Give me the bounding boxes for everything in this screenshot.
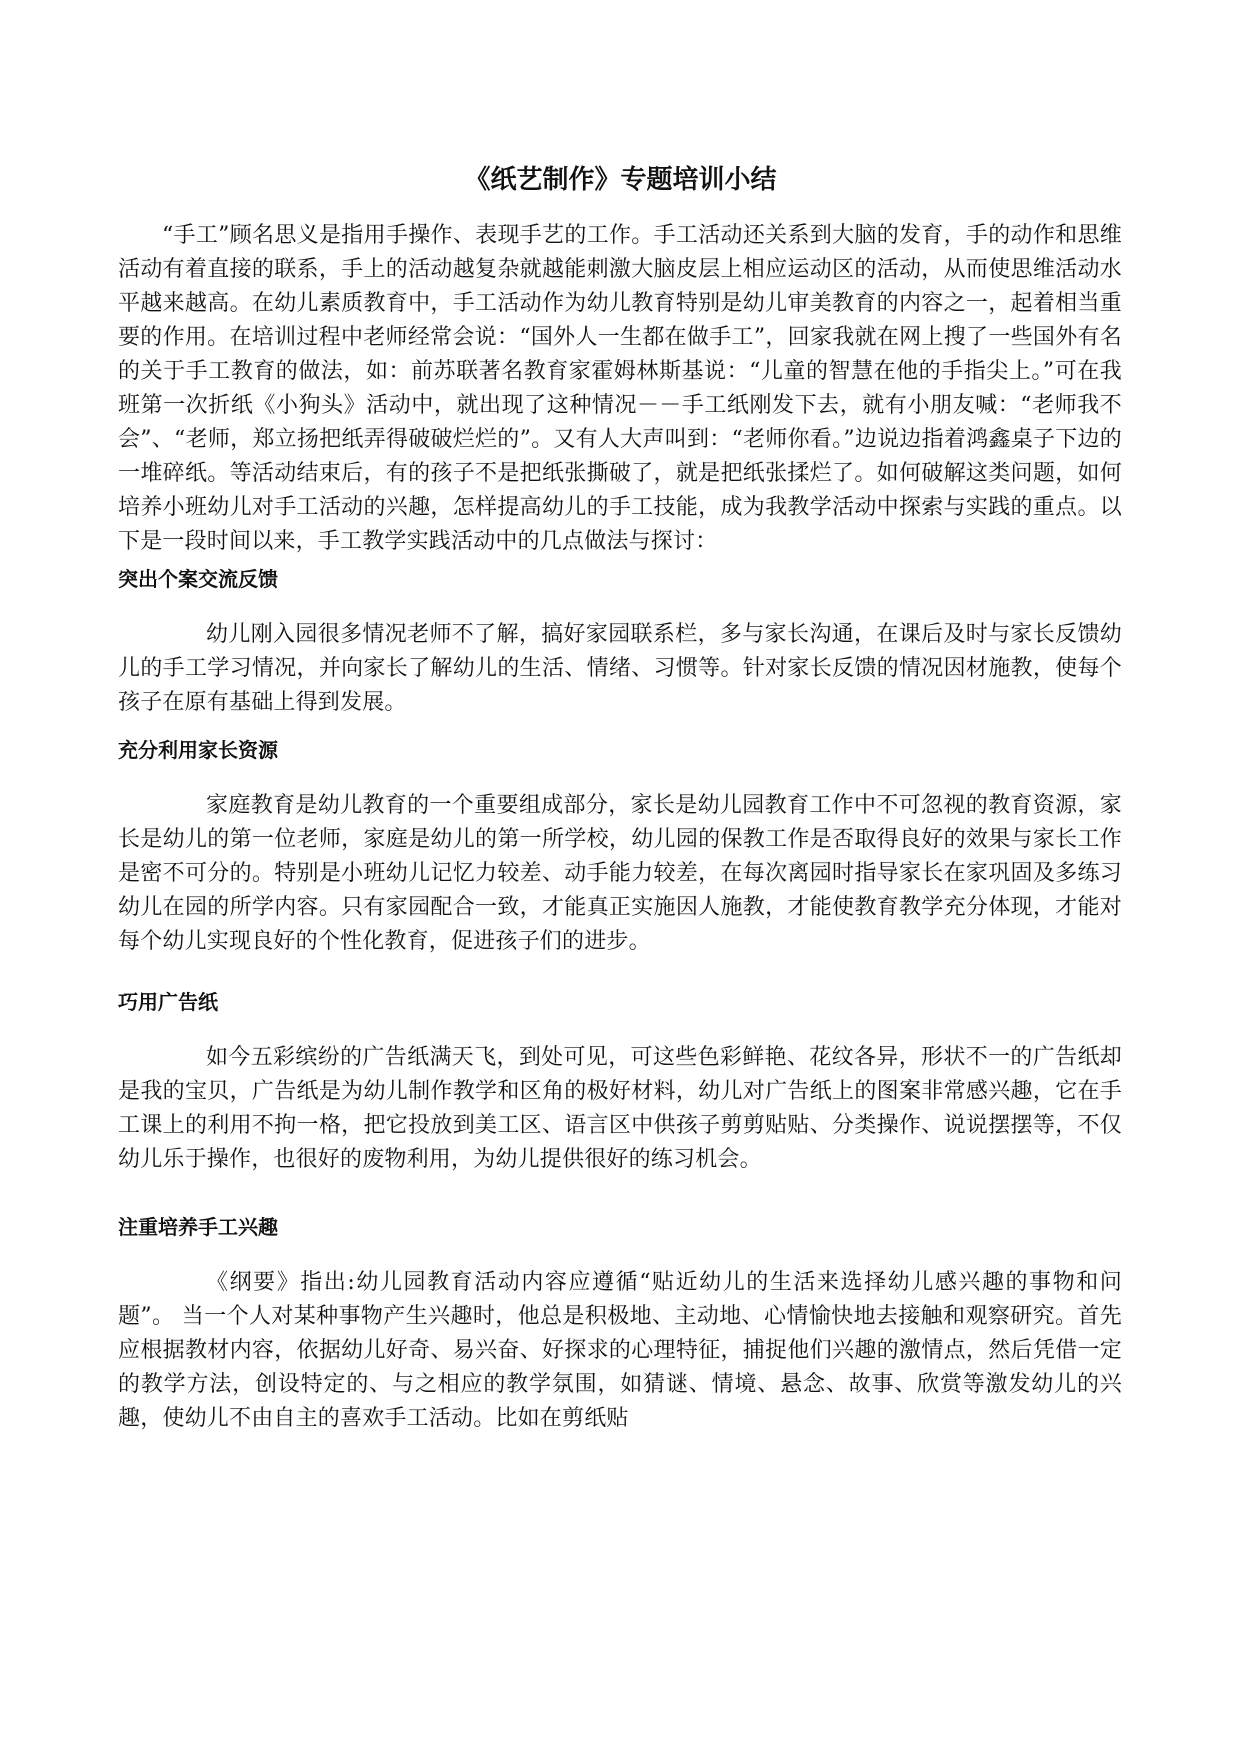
section-body-block-2: [118, 789, 1122, 959]
section-heading-2: 充分利用家长资源: [118, 738, 278, 762]
section-paragraph-1: 幼儿刚入园很多情况老师不了解，搞好家园联系栏，多与家长沟通，在课后及时与家长反馈幼儿的手工学习情况，并向家长了解幼儿的生活、情绪、习惯等。针对家长反馈的情况因材施教，使每个孩子在原有基础上得到发展。: [118, 622, 1122, 715]
intro-paragraph: “手工”顾名思义是指用手操作、表现手艺的工作。手工活动还关系到大脑的发育，手的动作和思维活动有着直接的联系，手上的活动越复杂就越能刺激大脑皮层上相应运动区的活动，从而使思维活动水平越来越高。在幼儿素质教育中，手工活动作为幼儿教育特别是幼儿审美教育的内容之一，起着相当重要的作用。在培训过程中老师经常会说：“国外人一生都在做手工”，回家我就在网上搜了一些国外有名的关于手工教育的做法，如：前苏联著名教育家霍姆林斯基说：“儿童的智慧在他的手指尖上。”可在我班第一次折纸《小狗头》活动中，就出现了这种情况－－手工纸刚发下去，就有小朋友喊：“老师我不会”、“老师，郑立扬把纸弄得破破烂烂的”。又有人大声叫到：“老师你看。”边说边指着鸿鑫桌子下边的一堆碎纸。等活动结束后，有的孩子不是把纸张撕破了，就是把纸张揉烂了。如何破解这类问题，如何培养小班幼儿对手工活动的兴趣，怎样提高幼儿的手工技能，成为我教学活动中探索与实践的重点。以下是一段时间以来，手工教学实践活动中的几点做法与探讨：: [118, 223, 1122, 554]
section-body-block-3: [118, 1041, 1122, 1177]
intro-paragraph-block: [118, 219, 1122, 559]
section-paragraph-3: 如今五彩缤纷的广告纸满天飞，到处可见，可这些色彩鲜艳、花纹各异，形状不一的广告纸却是我的宝贝，广告纸是为幼儿制作教学和区角的极好材料，幼儿对广告纸上的图案非常感兴趣，它在手工课上的利用不拘一格，把它投放到美工区、语言区中供孩子剪剪贴贴、分类操作、说说摆摆等，不仅幼儿乐于操作，也很好的废物利用，为幼儿提供很好的练习机会。: [118, 1045, 1122, 1172]
section-heading-1: 突出个案交流反馈: [118, 567, 278, 591]
section-body-block-4: [118, 1266, 1122, 1436]
section-body-block-1: [118, 618, 1122, 720]
section-heading-4: 注重培养手工兴趣: [118, 1215, 278, 1239]
section-heading-3: 巧用广告纸: [118, 990, 218, 1014]
section-paragraph-4: 《纲要》指出:幼儿园教育活动内容应遵循“贴近幼儿的生活来选择幼儿感兴趣的事物和问题”。 当一个人对某种事物产生兴趣时，他总是积极地、主动地、心情愉快地去接触和观察研究。首先应根据教材内容，依据幼儿好奇、易兴奋、好探求的心理特征，捕捉他们兴趣的激情点，然后凭借一定的教学方法，创设特定的、与之相应的教学氛围，如猜谜、情境、悬念、故事、欣赏等激发幼儿的兴趣，使幼儿不由自主的喜欢手工活动。比如在剪纸贴: [118, 1270, 1122, 1431]
section-paragraph-2: 家庭教育是幼儿教育的一个重要组成部分，家长是幼儿园教育工作中不可忽视的教育资源，家长是幼儿的第一位老师，家庭是幼儿的第一所学校，幼儿园的保教工作是否取得良好的效果与家长工作是密不可分的。特别是小班幼儿记忆力较差、动手能力较差，在每次离园时指导家长在家巩固及多练习幼儿在园的所学内容。只有家园配合一致，才能真正实施因人施教，才能使教育教学充分体现，才能对每个幼儿实现良好的个性化教育，促进孩子们的进步。: [118, 793, 1122, 954]
document-title: 《纸艺制作》专题培训小结: [464, 165, 777, 195]
